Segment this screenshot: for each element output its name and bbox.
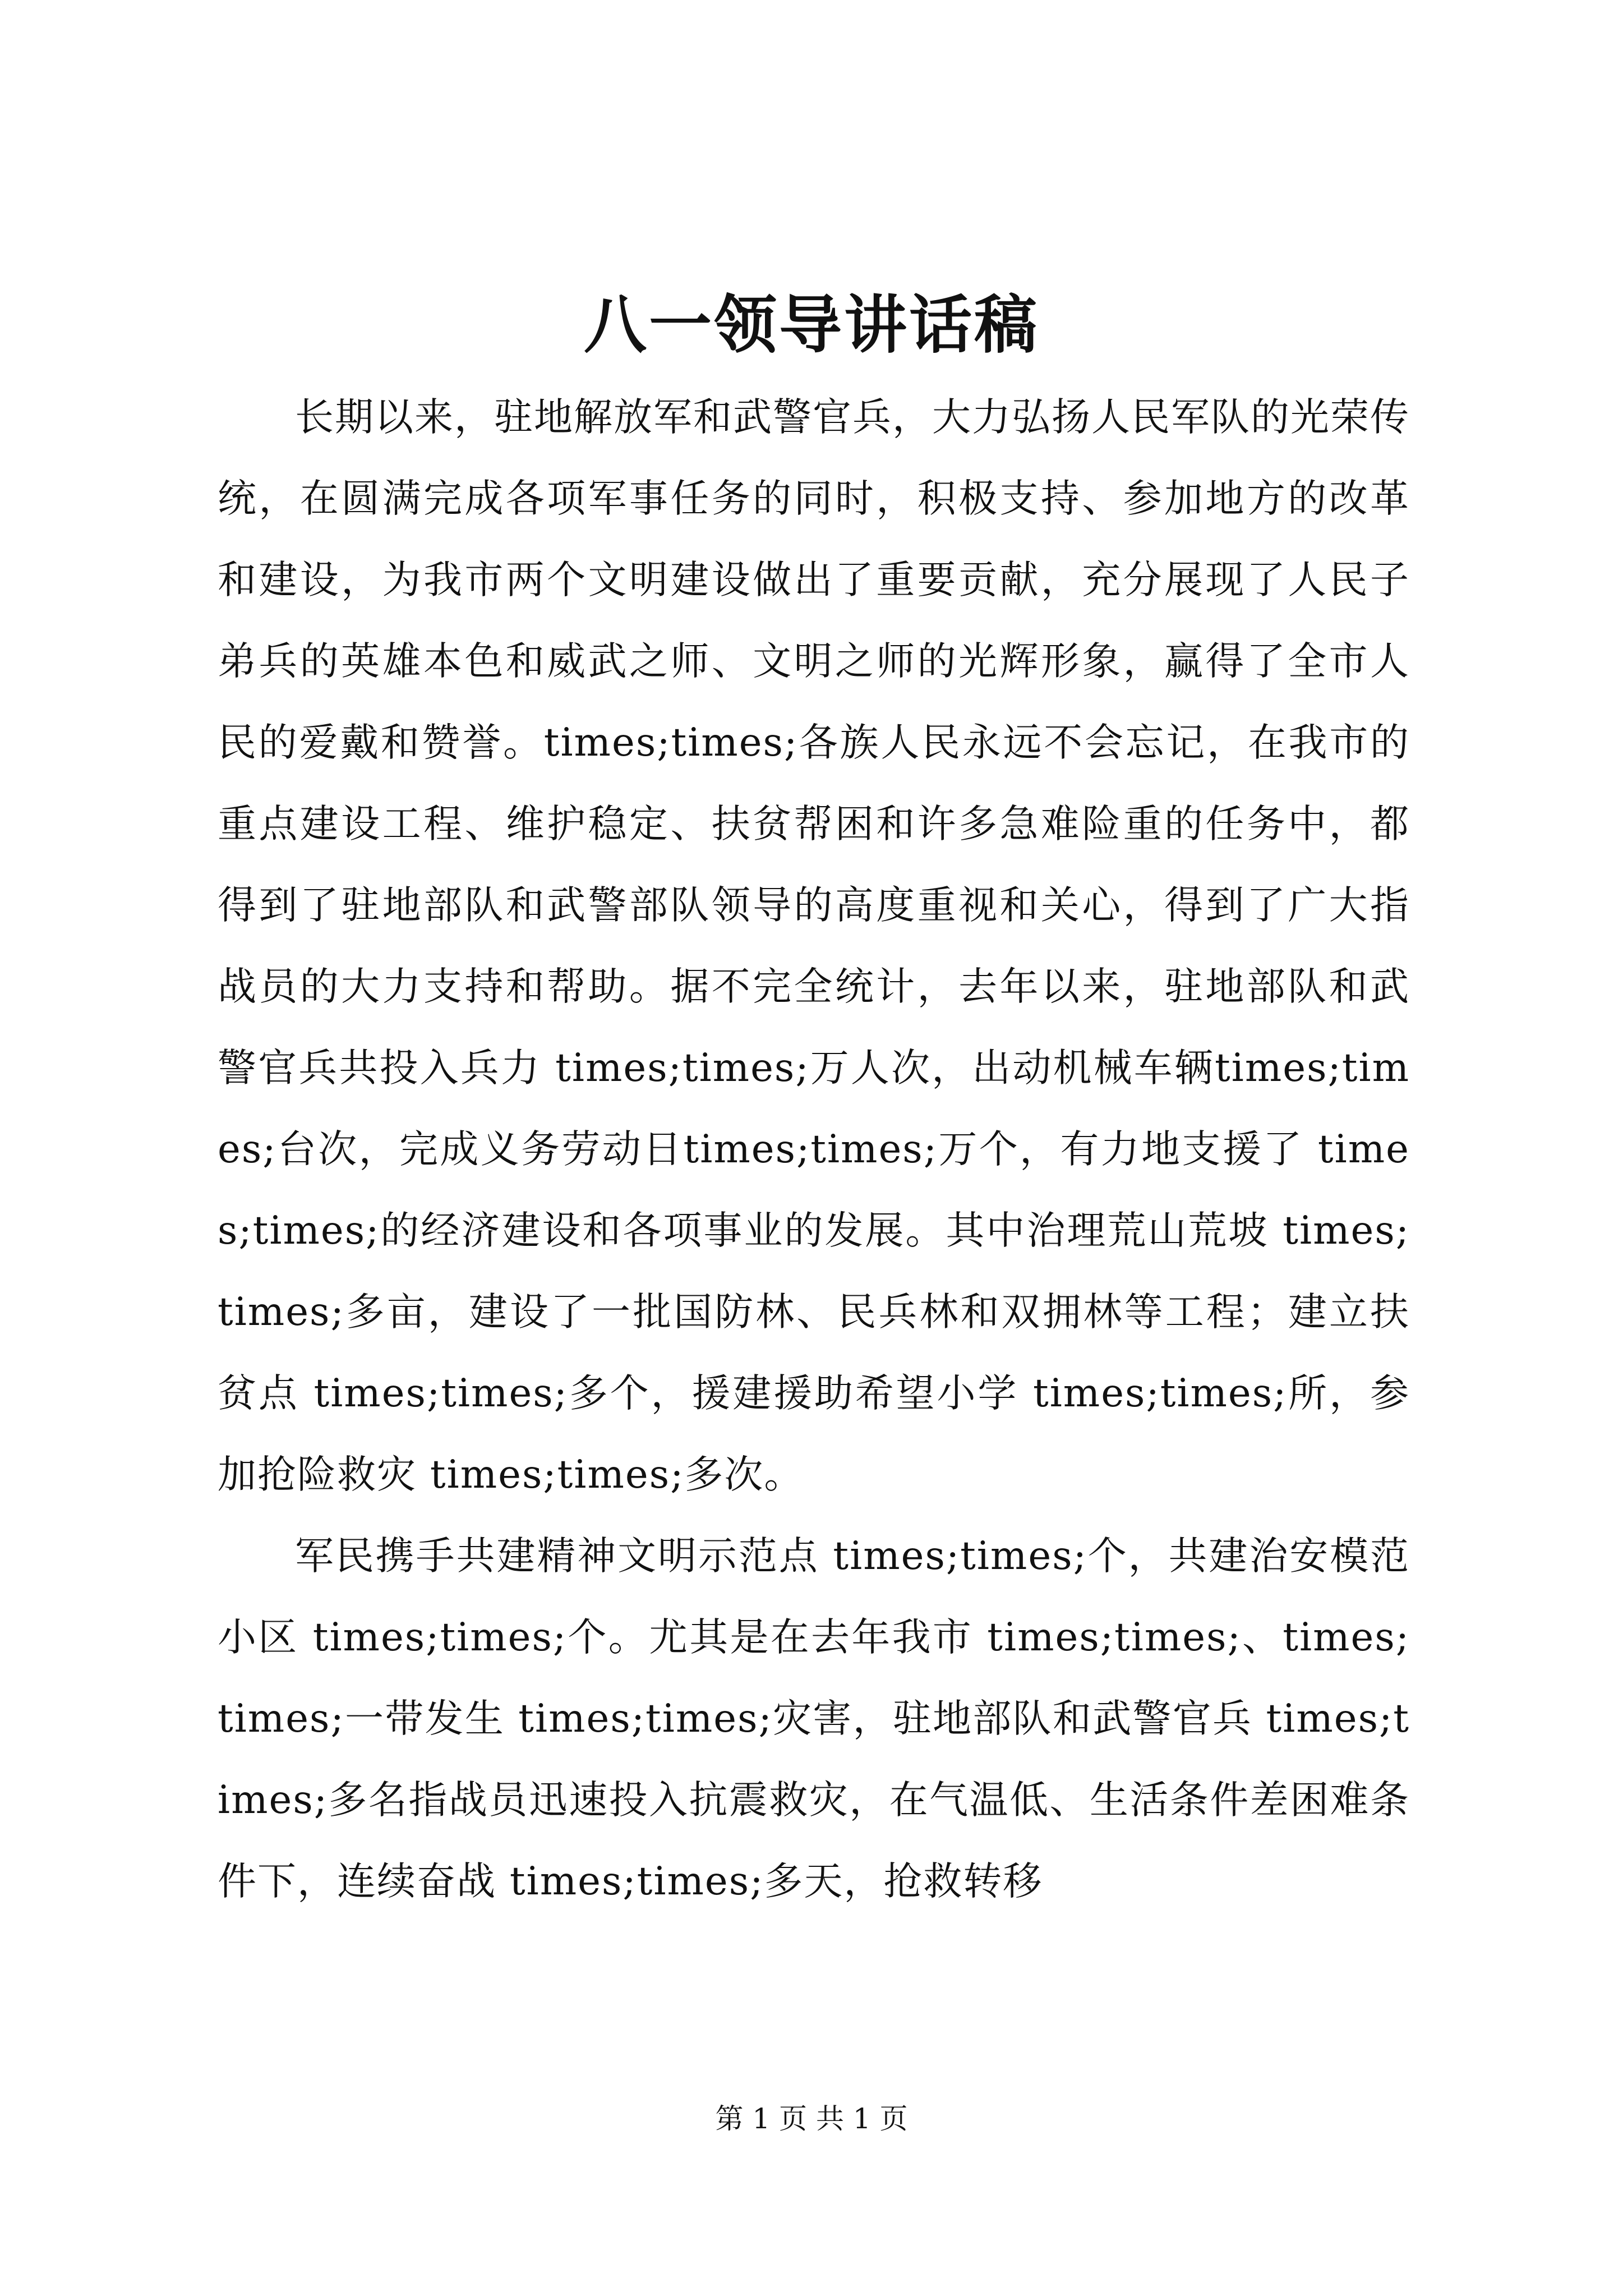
- paragraph-1: 长期以来，驻地解放军和武警官兵，大力弘扬人民军队的光荣传统，在圆满完成各项军事任务的同时，积极支持、参加地方的改革和建设，为我市两个文明建设做出了重要贡献，充分展现了人民子弟兵的英雄本色和威武之师、文明之师的光辉形象，赢得了全市人民的爱戴和赞誉。times;times;各族人民永远不会忘记，在我市的重点建设工程、维护稳定、扶贫帮困和许多急难险重的任务中，都得到了驻地部队和武警部队领导的高度重视和关心，得到了广大指战员的大力支持和帮助。据不完全统计，去年以来，驻地部队和武警官兵共投入兵力 times;times;万人次，出动机械车辆times;times;台次，完成义务劳动日times;times;万个，有力地支援了 times;times;的经济建设和各项事业的发展。其中治理荒山荒坡 times;times;多亩，建设了一批国防林、民兵林和双拥林等工程；建立扶贫点 times;times;多个，援建援助希望小学 times;times;所，参加抢险救灾 times;times;多次。: [218, 395, 1410, 1497]
- document-body: [218, 377, 1410, 1922]
- document-title: 八一领导讲话稿: [584, 288, 1039, 362]
- paragraph-2: 军民携手共建精神文明示范点 times;times;个，共建治安模范小区 times;times;个。尤其是在去年我市 times;times;、times;times;一带发生 times;times;灾害，驻地部队和武警官兵 times;times;多名指战员迅速投入抗震救灾，在气温低、生活条件差困难条件下，连续奋战 times;times;多天，抢救转移: [218, 1534, 1410, 1904]
- page-footer: 第 1 页 共 1 页: [715, 2102, 908, 2135]
